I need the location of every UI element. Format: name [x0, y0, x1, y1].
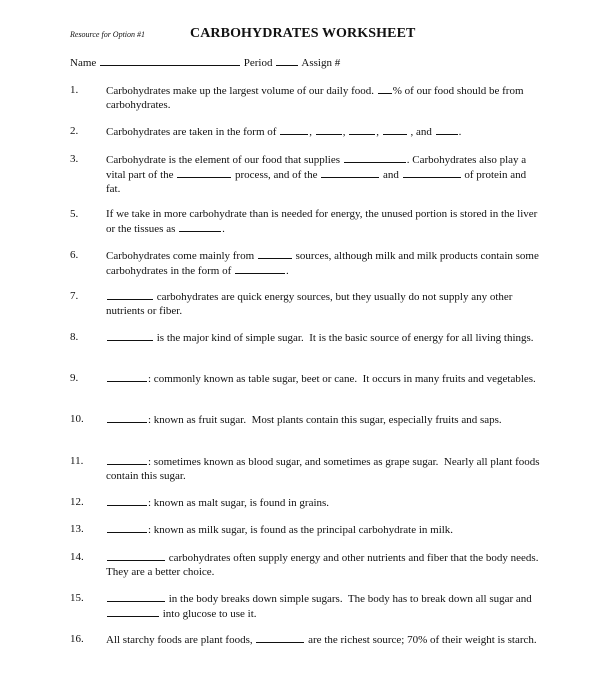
answer-blank[interactable] [280, 124, 308, 135]
assign-label: Assign # [301, 57, 341, 69]
question-text: carbohydrates are quick energy sources, but they usually do not supply any other nutrients or fiber. [106, 291, 516, 317]
answer-blank[interactable] [344, 152, 406, 163]
question-15 [70, 591, 540, 621]
answer-blank[interactable] [107, 522, 147, 533]
answer-blank[interactable] [256, 632, 304, 643]
question-12 [70, 495, 540, 510]
question-text: Carbohydrate is the element of our food that supplies . Carbohydrates also play a vital part of the process, and of the and of protein and fat. [106, 154, 529, 195]
answer-blank[interactable] [107, 412, 147, 423]
question-text: : known as fruit sugar. Most plants contain this sugar, especially fruits and saps. [106, 412, 540, 427]
answer-blank[interactable] [383, 124, 407, 135]
question-number: 3. [70, 153, 79, 165]
question-text: : known as malt sugar, is found in grains. [106, 495, 540, 510]
answer-blank[interactable] [179, 221, 221, 232]
question-13 [70, 522, 540, 537]
question-number: 1. [70, 84, 79, 96]
answer-blank[interactable] [378, 83, 392, 94]
question-6 [70, 248, 540, 278]
question-number: 10. [70, 413, 84, 425]
resource-label: Resource for Option #1 [70, 30, 146, 39]
period-blank[interactable] [276, 55, 298, 66]
answer-blank[interactable] [107, 550, 165, 561]
answer-blank[interactable] [436, 124, 458, 135]
question-number: 11. [70, 455, 84, 467]
answer-blank[interactable] [107, 371, 147, 382]
period-label: Period [243, 57, 273, 69]
answer-blank[interactable] [107, 289, 153, 300]
answer-blank[interactable] [316, 124, 342, 135]
question-number: 13. [70, 523, 84, 535]
answer-blank[interactable] [107, 495, 147, 506]
question-5 [70, 207, 540, 236]
question-number: 8. [70, 331, 79, 343]
question-11 [70, 454, 543, 483]
worksheet-title: CARBOHYDRATES WORKSHEET [190, 26, 416, 41]
question-9 [70, 371, 540, 386]
answer-blank[interactable] [107, 330, 153, 341]
question-number: 6. [70, 249, 79, 261]
question-16 [70, 632, 540, 647]
question-number: 15. [70, 592, 84, 604]
question-number: 12. [70, 496, 84, 508]
question-text: in the body breaks down simple sugars. The body has to break down all sugar and into glucose to use it. [106, 591, 540, 621]
question-2 [70, 124, 540, 139]
question-7 [70, 289, 540, 318]
question-text: is the major kind of simple sugar. It is the basic source of energy for all living things. [106, 330, 540, 345]
question-8 [70, 330, 540, 345]
answer-blank[interactable] [107, 454, 147, 465]
student-info-line [70, 55, 340, 69]
question-number: 9. [70, 372, 79, 384]
question-text: : sometimes known as blood sugar, and sometimes as grape sugar. Nearly all plant foods contain this sugar. [106, 456, 543, 482]
question-number: 7. [70, 290, 79, 302]
question-text: Carbohydrates come mainly from sources, although milk and milk products contain some carbohydrates in the form of . [106, 250, 542, 277]
question-text: If we take in more carbohydrate than is needed for energy, the unused portion is stored in the liver or the tissues as . [106, 208, 541, 235]
answer-blank[interactable] [321, 167, 379, 178]
question-text: : commonly known as table sugar, beet or cane. It occurs in many fruits and vegetables. [106, 371, 540, 386]
question-text: Carbohydrates are taken in the form of , , , , and . [106, 126, 462, 138]
answer-blank[interactable] [235, 263, 285, 274]
name-blank[interactable] [100, 55, 240, 66]
question-text: Carbohydrates make up the largest volume of our daily food. % of our food should be from carbohydrates. [106, 85, 527, 111]
answer-blank[interactable] [107, 606, 159, 617]
question-number: 16. [70, 633, 84, 645]
answer-blank[interactable] [403, 167, 461, 178]
name-label: Name [70, 57, 97, 69]
question-1 [70, 83, 540, 112]
question-number: 2. [70, 125, 79, 137]
question-14 [70, 550, 544, 579]
question-10 [70, 412, 540, 427]
question-3 [70, 152, 540, 196]
answer-blank[interactable] [107, 591, 165, 602]
question-number: 14. [70, 551, 84, 563]
answer-blank[interactable] [349, 124, 375, 135]
question-number: 5. [70, 208, 79, 220]
answer-blank[interactable] [258, 248, 292, 259]
answer-blank[interactable] [177, 167, 231, 178]
question-text: carbohydrates often supply energy and other nutrients and fiber that the body needs. They are a better choice. [106, 552, 544, 578]
question-text: : known as milk sugar, is found as the principal carbohydrate in milk. [106, 522, 540, 537]
question-text: All starchy foods are plant foods, are the richest source; 70% of their weight is starch. [106, 634, 537, 646]
